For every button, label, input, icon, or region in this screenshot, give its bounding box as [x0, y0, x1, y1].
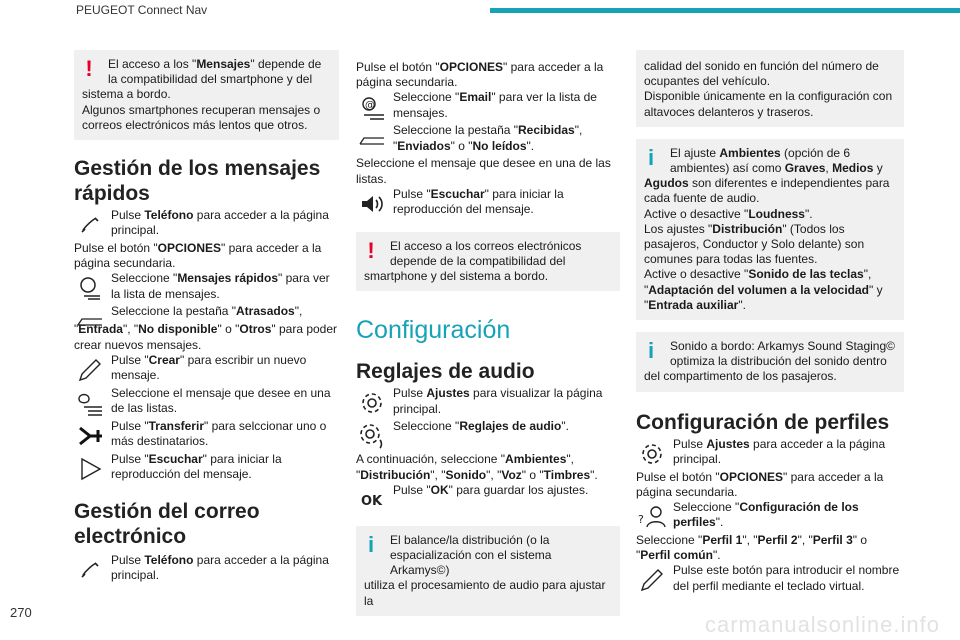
list-select-icon: [74, 387, 106, 419]
warning-box-messages: [74, 50, 339, 140]
warning-box-email: [356, 232, 620, 292]
info-text: Sonido a bordo: Arkamys Sound Staging© optimiza la distribución del sonido dentro: [670, 339, 895, 369]
options-line: Pulse el botón "OPCIONES" para acceder a la página secundaria.: [636, 469, 884, 499]
info-icon: i: [647, 338, 655, 364]
box-line-2: Disponible únicamente en la configuración con altavoces delanteros y traseros.: [644, 89, 893, 119]
column-2: [356, 50, 620, 616]
step-transfer: Pulse "Transferir" para selccionar uno o más destinatarios.: [74, 419, 339, 452]
warning-text: El acceso a los "Mensajes" depende de la compatibilidad del smartphone y del: [108, 57, 322, 87]
tab-icon: [356, 124, 388, 156]
info-text: El balance/la distribución (o la espacialización con el sistema Arkamys©): [390, 532, 552, 578]
heading-profiles: Configuración de perfiles: [636, 410, 890, 434]
options-line: Pulse el botón "OPCIONES" para acceder a la página secundaria.: [356, 60, 604, 90]
warning-text-cont: smartphone y del sistema a bordo.: [364, 269, 549, 284]
step-tab-received: Seleccione la pestaña "Recibidas", "Enviados" o "No leídos".: [356, 123, 620, 156]
info-text-cont: del compartimento de los pasajeros.: [644, 369, 837, 384]
svg-text:?: ?: [638, 513, 644, 527]
info-text-cont: Agudos son diferentes e independientes para cada fuente de audio.: [644, 176, 890, 206]
warning-exclamation-icon: !: [85, 56, 93, 81]
heading-email: Gestión del correo electrónico: [74, 499, 260, 548]
step-quick-messages: Seleccione "Mensajes rápidos" para ver la lista de mensajes.: [74, 271, 339, 304]
speaker-icon: [356, 188, 388, 220]
gear-icon: [636, 438, 668, 470]
watermark: carmanualsonline.info: [704, 612, 940, 637]
info-key-sound: Active o desactive "Sonido de las teclas", "Adaptación del volumen a la velocidad" y "Entrada auxiliar".: [644, 267, 883, 312]
profile-icon: [636, 501, 668, 533]
options-line: Pulse el botón "OPCIONES" para acceder a la página secundaria.: [74, 241, 322, 271]
phone-icon: [74, 209, 106, 241]
step-tab-late: Seleccione la pestaña "Atrasados",: [74, 304, 339, 337]
ok-label: OK: [361, 493, 383, 509]
quick-messages-icon: [74, 272, 106, 304]
tabs-line: "Entrada", "No disponible" o "Otros" para poder crear nuevos mensajes.: [74, 322, 338, 352]
audio-settings-icon: [356, 420, 388, 452]
step-create: Pulse "Crear" para escribir un nuevo mensaje.: [74, 353, 339, 386]
info-text: El ajuste Ambientes (opción de 6 ambientes) así como Graves, Medios y: [670, 145, 883, 176]
step-ok: OK Pulse "OK" para guardar los ajustes.: [356, 483, 620, 516]
heading-audio: Reglajes de audio: [356, 360, 535, 384]
warning-text-cont: sistema a bordo.: [82, 87, 171, 102]
info-icon: i: [647, 144, 655, 170]
page-number: 270: [10, 605, 32, 620]
step-audio-settings: Seleccione "Reglajes de audio".: [356, 419, 620, 452]
ok-button-icon: [356, 484, 388, 516]
play-icon: [74, 453, 106, 485]
warning-exclamation-icon: !: [367, 237, 375, 263]
phone-icon: [74, 554, 106, 586]
pencil-icon: [636, 564, 668, 596]
info-distribution: Los ajustes "Distribución" (Todos los pasajeros, Conductor y Solo delante) son comunes para todas las fuentes.: [644, 221, 865, 267]
header-title: PEUGEOT Connect Nav: [76, 3, 208, 17]
select-line: Seleccione el mensaje que desee en una de las listas.: [356, 156, 611, 186]
step-select-message: Seleccione el mensaje que desee en una de las listas.: [74, 386, 339, 419]
svg-text:@: @: [365, 100, 375, 112]
step-listen: Pulse "Escuchar" para iniciar la reproducción del mensaje.: [74, 452, 339, 485]
info-box-arkamys: [636, 332, 904, 392]
box-line-1: calidad del sonido en función del número de ocupantes del vehículo.: [644, 59, 879, 89]
profiles-line: Seleccione "Perfil 1", "Perfil 2", "Perfil 3" o "Perfil común".: [636, 533, 868, 563]
warning-text: El acceso a los correos electrónicos depende de la compatibilidad del: [390, 238, 582, 269]
then-line: A continuación, seleccione "Ambientes", "Distribución", "Sonido", "Voz" o "Timbres".: [356, 452, 598, 482]
step-email: @ Seleccione "Email" para ver la lista de mensajes.: [356, 90, 620, 123]
info-box-ambiences: [636, 139, 904, 320]
info-box-continued: [636, 50, 904, 127]
step-profile-name: Pulse este botón para introducir el nombre del perfil mediante el teclado virtual.: [636, 563, 904, 596]
forward-arrow-icon: [74, 420, 106, 452]
step-phone: Pulse Teléfono para acceder a la página principal.: [74, 208, 339, 241]
step-settings: Pulse Ajustes para visualizar la página principal.: [356, 386, 620, 419]
email-icon: [356, 91, 388, 123]
step-phone-email: Pulse Teléfono para acceder a la página principal.: [74, 553, 339, 586]
step-profile-config: ? Seleccione "Configuración de los perfiles".: [636, 500, 904, 533]
info-box-balance: [356, 526, 620, 616]
column-3: [636, 50, 904, 596]
info-icon: i: [367, 531, 375, 557]
section-title-configuration: Configuración: [356, 316, 511, 345]
header-accent-bar: [490, 8, 960, 13]
info-text-cont: utiliza el procesamiento de audio para ajustar la: [364, 578, 606, 608]
column-1: [74, 50, 339, 586]
step-settings-profiles: Pulse Ajustes para acceder a la página principal.: [636, 437, 904, 470]
warning-text-line2: Algunos smartphones recuperan mensajes o correos electrónicos más lentos que otros.: [82, 102, 321, 132]
pencil-icon: [74, 354, 106, 386]
gear-icon: [356, 387, 388, 419]
heading-quick-messages: Gestión de los mensajes rápidos: [74, 157, 321, 206]
step-listen-email: Pulse "Escuchar" para iniciar la reproducción del mensaje.: [356, 187, 620, 220]
info-loudness: Active o desactive "Loudness".: [644, 206, 813, 221]
